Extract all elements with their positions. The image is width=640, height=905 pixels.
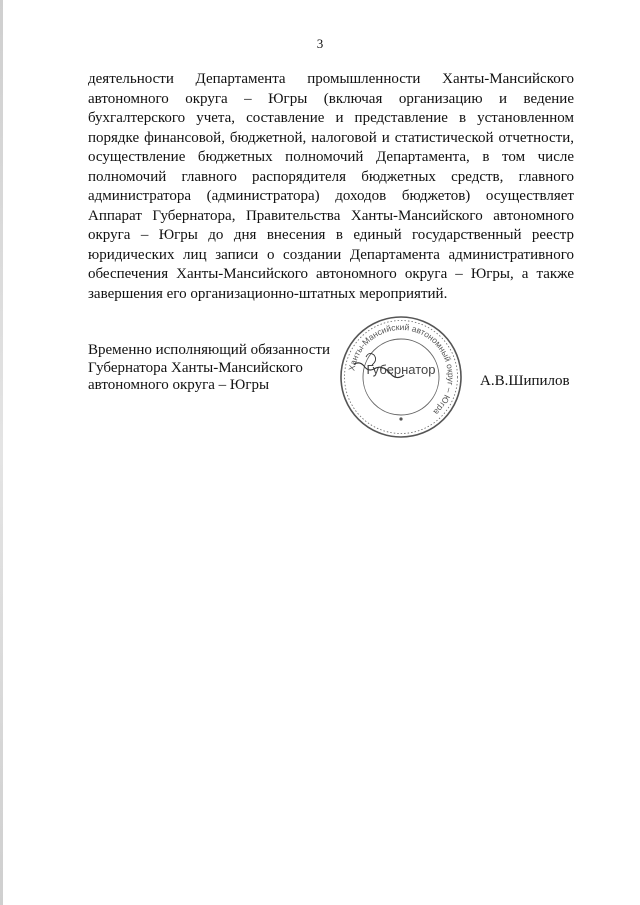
seal-dot xyxy=(399,417,402,420)
signatory-position xyxy=(88,342,338,395)
position-line-3: автономного округа – Югры xyxy=(88,377,270,393)
official-seal xyxy=(336,312,466,442)
position-line-2: Губернатора Ханты-Мансийского xyxy=(88,359,303,376)
signer-name: А.В.Шипилов xyxy=(480,373,570,389)
page-number: 3 xyxy=(316,36,324,51)
position-line-1: Временно исполняющий обязанности xyxy=(88,342,331,358)
seal-ring-text: Ханты-Мансийский автономный округ – Югра xyxy=(346,321,457,418)
body-paragraph: деятельности Департамента промышленности Ханты-Мансийского автономного округа – Югры (включая организацию и ведение бухгалтерского учета, составление и представление в установленном порядке финансовой, бюджетной, налоговой и статистической отчетности, осуществление бюджетных полномочий Департамента, в том числе полномочий главного распорядителя бюджетных средств, главного администратора (администратора) доходов бюджетов) осуществляет Аппарат Губернатора, Правительства Ханты-Мансийского автономного округа – Югры до дня внесения в единый государственный реестр юридических лиц записи о создании Департамента административного обеспечения Ханты-Мансийского автономного округа – Югры, а также завершения его организационно-штатных мероприятий. xyxy=(88,71,574,302)
scan-edge xyxy=(0,0,3,905)
seal-center-text: Губернатор xyxy=(366,362,436,377)
